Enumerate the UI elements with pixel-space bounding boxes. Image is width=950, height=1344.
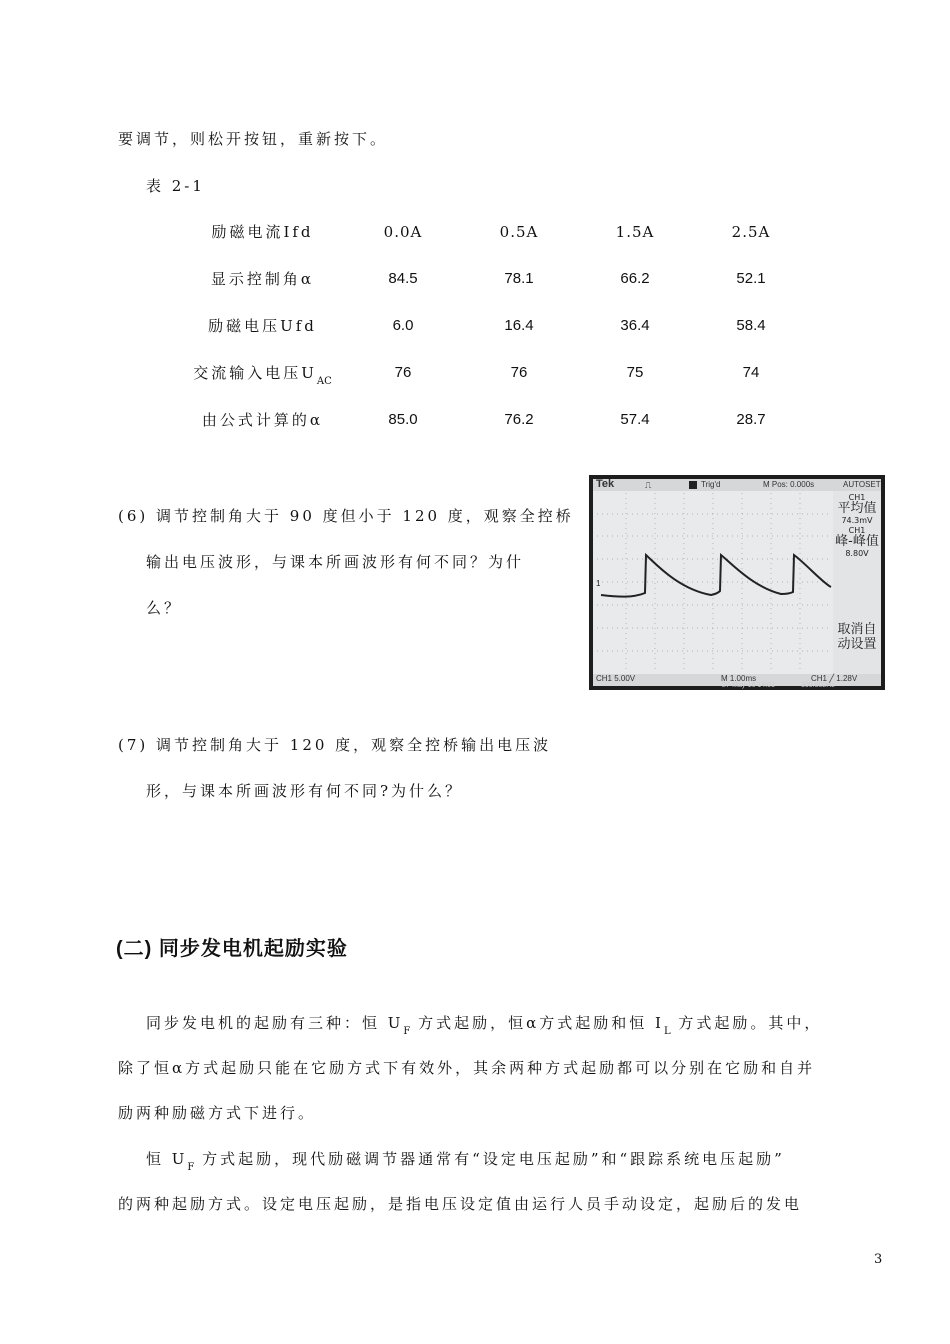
table-cell: 74 bbox=[742, 364, 760, 381]
table-cell: 36.4 bbox=[620, 317, 650, 334]
measure-2-value: 8.80V bbox=[845, 549, 869, 558]
question-7-line-1: (7) 调节控制角大于 120 度，观察全控桥输出电压波 bbox=[118, 736, 552, 754]
paragraph-2-line-2: 的两种起励方式。设定电压起励，是指电压设定值由运行人员手动设定，起励后的发电 bbox=[118, 1195, 803, 1213]
p1-text-a: 同步发电机的起励有三种：恒 U bbox=[146, 1014, 404, 1032]
question-6-line-1: (6) 调节控制角大于 90 度但小于 120 度，观察全控桥 bbox=[118, 507, 574, 525]
paragraph-2-line-1 bbox=[146, 1148, 785, 1173]
paragraph-1-line-3: 励两种励磁方式下进行。 bbox=[118, 1104, 317, 1122]
p2-text-b: 方式起励，现代励磁调节器通常有“设定电压起励”和“跟踪系统电压起励” bbox=[194, 1150, 785, 1168]
question-7-line-2: 形，与课本所画波形有何不同?为什么？ bbox=[146, 782, 464, 800]
table-cell: 76.2 bbox=[504, 411, 534, 428]
scope-ch1-scale: CH1 5.00V bbox=[596, 674, 636, 683]
row-label-text: 交流输入电压U bbox=[193, 364, 317, 382]
table-header-cell: 1.5A bbox=[615, 222, 655, 241]
scope-autoset: AUTOSET bbox=[843, 480, 881, 489]
oscilloscope-photo bbox=[589, 475, 885, 690]
paragraph-1-line-2: 除了恒α方式起励只能在它励方式下有效外，其余两种方式起励都可以分别在它励和自并 bbox=[118, 1059, 816, 1077]
paragraph-1-line-1 bbox=[146, 1012, 823, 1037]
scope-m-pos: M Pos: 0.000s bbox=[763, 480, 815, 489]
trigger-edge-icon: ⎍ bbox=[645, 480, 652, 490]
p1-subscript-f: F bbox=[403, 1026, 411, 1037]
channel-1-marker: 1 bbox=[596, 579, 601, 588]
table-cell: 28.7 bbox=[736, 411, 766, 428]
table-cell: 52.1 bbox=[736, 270, 766, 287]
p1-text-b: 方式起励，恒α方式起励和恒 I bbox=[410, 1014, 664, 1032]
table-cell: 84.5 bbox=[388, 270, 418, 287]
section-heading: (二) 同步发电机起励实验 bbox=[116, 938, 348, 960]
table-cell: 6.0 bbox=[392, 317, 414, 334]
p2-text-a: 恒 U bbox=[146, 1150, 188, 1168]
table-cell: 57.4 bbox=[620, 411, 650, 428]
scope-date: 27-May-16 14:01 bbox=[722, 682, 775, 689]
cancel-autoset-line-2: 动设置 bbox=[837, 637, 877, 652]
measure-2-channel: CH1 bbox=[848, 526, 866, 535]
scope-trigger-level: CH1 ╱ 1.28V bbox=[811, 674, 858, 683]
scope-brand: Tek bbox=[596, 479, 615, 490]
table-caption: 表 2-1 bbox=[146, 177, 205, 195]
measure-1-label: 平均值 bbox=[837, 501, 877, 516]
table-header-cell: 励磁电流Ifd bbox=[211, 223, 314, 241]
measure-1-value: 74.3mV bbox=[841, 516, 873, 525]
table-cell: 75 bbox=[626, 364, 644, 381]
table-row bbox=[180, 349, 809, 396]
table-cell: 85.0 bbox=[388, 411, 418, 428]
table-cell: 58.4 bbox=[736, 317, 766, 334]
p1-subscript-l: L bbox=[663, 1026, 671, 1037]
question-6-line-3: 么？ bbox=[146, 599, 183, 617]
data-table bbox=[180, 208, 809, 443]
table-header-cell: 0.5A bbox=[499, 222, 539, 241]
row-label-subscript: AC bbox=[316, 376, 332, 387]
scope-timebase: M 1.00ms bbox=[721, 674, 757, 683]
page-number: 3 bbox=[874, 1252, 883, 1267]
oscilloscope-screen bbox=[593, 479, 881, 686]
cancel-autoset-line-1: 取消自 bbox=[837, 622, 877, 637]
table-row bbox=[180, 396, 809, 443]
row-label: 励磁电压Ufd bbox=[208, 317, 317, 335]
table-cell: 76 bbox=[394, 364, 412, 381]
table-row bbox=[180, 255, 809, 302]
table-header-row bbox=[180, 208, 809, 255]
table-cell: 16.4 bbox=[504, 317, 534, 334]
table-cell: 78.1 bbox=[504, 270, 534, 287]
row-label bbox=[180, 349, 345, 396]
measure-1-channel: CH1 bbox=[848, 493, 866, 502]
row-label: 由公式计算的α bbox=[201, 411, 324, 429]
table-cell: 66.2 bbox=[620, 270, 650, 287]
scope-frequency: 300.802Hz bbox=[801, 682, 835, 689]
waveform-grid bbox=[593, 491, 833, 674]
scope-top-bar bbox=[593, 479, 881, 491]
table-header-cell: 2.5A bbox=[731, 222, 771, 241]
measure-2-label: 峰-峰值 bbox=[835, 534, 879, 549]
scope-trig-status: Trig'd bbox=[701, 480, 721, 489]
waveform-trace bbox=[601, 555, 831, 597]
question-6-line-2: 输出电压波形，与课本所画波形有何不同？为什 bbox=[146, 553, 525, 571]
intro-line: 要调节，则松开按钮，重新按下。 bbox=[118, 130, 389, 148]
table-header-cell: 0.0A bbox=[383, 222, 423, 241]
table-row bbox=[180, 302, 809, 349]
trigger-status-icon bbox=[689, 481, 697, 489]
row-label: 显示控制角α bbox=[210, 270, 315, 288]
p2-subscript-f: F bbox=[187, 1162, 195, 1173]
p1-text-c: 方式起励。其中， bbox=[670, 1014, 823, 1032]
table-cell: 76 bbox=[510, 364, 528, 381]
scope-side-panel bbox=[833, 491, 881, 674]
